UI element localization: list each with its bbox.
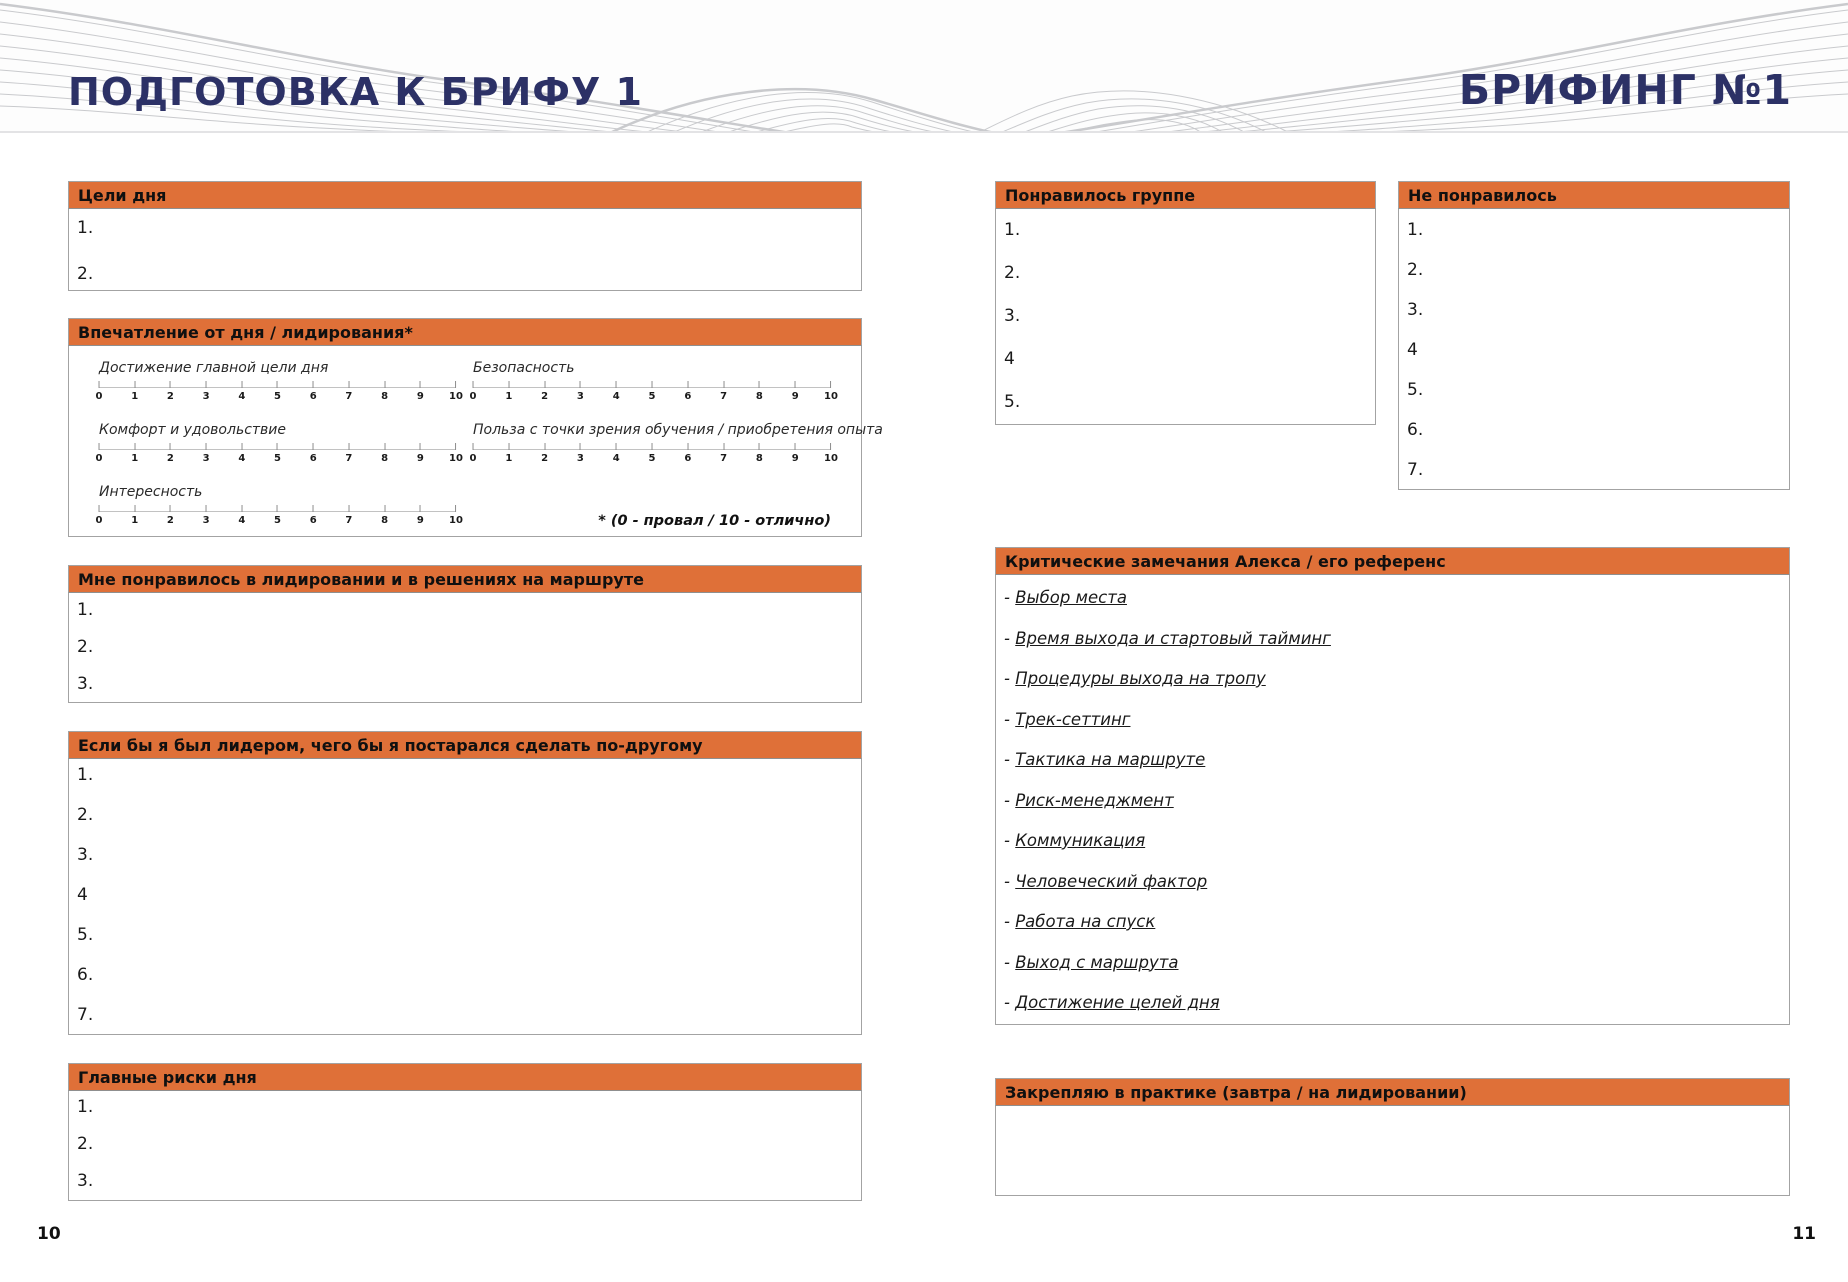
list-bullet: - bbox=[1004, 912, 1010, 931]
numbered-line: 3. bbox=[77, 674, 94, 694]
list-item-label: Выбор места bbox=[1015, 588, 1127, 607]
scale-tick: 7 bbox=[720, 381, 727, 402]
scale-tick: 7 bbox=[720, 443, 727, 464]
section-critical-remarks bbox=[995, 547, 1790, 1025]
scale-tick: 2 bbox=[167, 381, 174, 402]
section-body bbox=[995, 1106, 1790, 1196]
numbered-line: 2. bbox=[77, 264, 94, 284]
scale-tick: 1 bbox=[505, 381, 512, 402]
scale-tick: 9 bbox=[417, 443, 424, 464]
rating-scale-ruler bbox=[95, 443, 463, 467]
list-item bbox=[996, 670, 1789, 711]
list-item-label: Время выхода и стартовый тайминг bbox=[1015, 628, 1331, 648]
rating-scale-label: Интересность bbox=[99, 484, 203, 500]
section-header: Впечатление от дня / лидирования* bbox=[68, 318, 862, 346]
numbered-line: 3. bbox=[77, 845, 94, 865]
numbered-line: 1. bbox=[77, 600, 94, 620]
scale-tick: 1 bbox=[131, 505, 138, 526]
list-bullet: - bbox=[1004, 669, 1010, 688]
section-impression bbox=[68, 318, 883, 537]
numbered-line: 1. bbox=[1407, 220, 1424, 240]
section-body bbox=[68, 346, 883, 537]
scale-tick: 0 bbox=[96, 443, 103, 464]
list-bullet: - bbox=[1004, 831, 1010, 850]
numbered-line: 4 bbox=[77, 885, 88, 905]
list-item-label: Риск-менеджмент bbox=[1015, 790, 1174, 810]
list-bullet: - bbox=[1004, 952, 1010, 972]
scale-tick: 1 bbox=[131, 443, 138, 464]
list-item bbox=[996, 711, 1789, 752]
section-main-risks bbox=[68, 1063, 862, 1201]
scale-tick: 0 bbox=[470, 443, 477, 464]
scale-tick: 3 bbox=[577, 381, 584, 402]
scale-tick: 6 bbox=[310, 443, 317, 464]
list-bullet: - bbox=[1004, 588, 1010, 607]
scale-tick: 1 bbox=[505, 443, 512, 464]
rating-scale-ruler bbox=[469, 381, 838, 405]
list-item-label: Коммуникация bbox=[1015, 831, 1146, 850]
numbered-line: 1. bbox=[1004, 220, 1021, 240]
scale-tick: 5 bbox=[649, 381, 656, 402]
scale-tick: 3 bbox=[577, 443, 584, 464]
rating-scale-label: Польза с точки зрения обучения / приобретения опыта bbox=[473, 422, 883, 438]
section-if-i-were-leader bbox=[68, 731, 862, 1035]
scale-tick: 6 bbox=[310, 505, 317, 526]
scale-tick: 8 bbox=[381, 505, 388, 526]
scale-tick: 10 bbox=[824, 443, 838, 464]
rating-scale bbox=[95, 484, 463, 529]
list-item bbox=[996, 792, 1789, 833]
numbered-line: 6. bbox=[77, 965, 94, 985]
section-header: Закрепляю в практике (завтра / на лидировании) bbox=[995, 1078, 1790, 1106]
scale-tick: 7 bbox=[345, 505, 352, 526]
section-body bbox=[68, 593, 862, 703]
scale-tick: 5 bbox=[649, 443, 656, 464]
section-body bbox=[68, 209, 862, 291]
page-title-right: БРИФИНГ №1 bbox=[1458, 66, 1792, 114]
rating-scale-ruler bbox=[469, 443, 838, 467]
section-header: Мне понравилось в лидировании и в решениях на маршруте bbox=[68, 565, 862, 593]
scale-tick: 9 bbox=[792, 443, 799, 464]
scale-tick: 2 bbox=[167, 505, 174, 526]
list-item bbox=[996, 751, 1789, 792]
numbered-line: 6. bbox=[1407, 420, 1424, 440]
scale-tick: 4 bbox=[238, 443, 245, 464]
scale-tick: 7 bbox=[345, 381, 352, 402]
rating-scale bbox=[469, 360, 838, 405]
numbered-line: 1. bbox=[77, 1097, 94, 1117]
scale-tick: 8 bbox=[381, 443, 388, 464]
scale-tick: 2 bbox=[541, 381, 548, 402]
rating-scale-ruler bbox=[95, 381, 463, 405]
scale-tick: 9 bbox=[417, 381, 424, 402]
rating-scale-label: Достижение главной цели дня bbox=[99, 360, 329, 376]
scale-tick: 2 bbox=[541, 443, 548, 464]
list-item bbox=[996, 873, 1789, 914]
list-item bbox=[996, 630, 1789, 671]
scale-tick: 8 bbox=[381, 381, 388, 402]
scale-tick: 6 bbox=[684, 381, 691, 402]
scale-tick: 10 bbox=[824, 381, 838, 402]
section-body bbox=[68, 1091, 862, 1201]
section-header: Цели дня bbox=[68, 181, 862, 209]
numbered-line: 3. bbox=[1407, 300, 1424, 320]
section-header: Критические замечания Алекса / его референс bbox=[995, 547, 1790, 575]
scale-tick: 3 bbox=[203, 381, 210, 402]
list-item-label: Выход с маршрута bbox=[1015, 952, 1179, 972]
list-item-label: Трек-сеттинг bbox=[1015, 709, 1131, 729]
numbered-line: 2. bbox=[77, 805, 94, 825]
scale-tick: 9 bbox=[417, 505, 424, 526]
list-bullet: - bbox=[1004, 709, 1010, 729]
list-bullet: - bbox=[1004, 871, 1010, 891]
scale-tick: 6 bbox=[310, 381, 317, 402]
list-item bbox=[996, 913, 1789, 954]
scale-tick: 5 bbox=[274, 381, 281, 402]
scale-tick: 3 bbox=[203, 443, 210, 464]
rating-scale-label: Комфорт и удовольствие bbox=[99, 422, 287, 438]
scale-tick: 1 bbox=[131, 381, 138, 402]
rating-scale-label: Безопасность bbox=[473, 360, 575, 376]
numbered-line: 3. bbox=[77, 1171, 94, 1191]
numbered-line: 4 bbox=[1407, 340, 1418, 360]
rating-scales bbox=[95, 360, 883, 529]
rating-scale bbox=[95, 360, 463, 405]
scale-tick: 8 bbox=[756, 381, 763, 402]
numbered-line: 5. bbox=[77, 925, 94, 945]
scale-tick: 0 bbox=[96, 381, 103, 402]
section-practice bbox=[995, 1078, 1790, 1196]
list-item bbox=[996, 954, 1789, 995]
list-item-label: Процедуры выхода на тропу bbox=[1015, 669, 1266, 688]
numbered-line: 5. bbox=[1004, 392, 1021, 412]
numbered-line: 2. bbox=[1407, 260, 1424, 280]
scale-tick: 4 bbox=[613, 443, 620, 464]
list-item-label: Человеческий фактор bbox=[1015, 871, 1208, 891]
scale-tick: 4 bbox=[238, 505, 245, 526]
numbered-line: 7. bbox=[77, 1005, 94, 1025]
rating-scale bbox=[469, 422, 883, 467]
list-item bbox=[996, 832, 1789, 873]
scale-tick: 10 bbox=[449, 505, 463, 526]
rating-scale bbox=[95, 422, 463, 467]
scale-tick: 0 bbox=[470, 381, 477, 402]
numbered-line: 3. bbox=[1004, 306, 1021, 326]
list-bullet: - bbox=[1004, 790, 1010, 810]
numbered-line: 4 bbox=[1004, 349, 1015, 369]
section-body bbox=[995, 209, 1376, 425]
numbered-line: 1. bbox=[77, 765, 94, 785]
scale-tick: 5 bbox=[274, 443, 281, 464]
scale-tick: 5 bbox=[274, 505, 281, 526]
section-header: Понравилось группе bbox=[995, 181, 1376, 209]
numbered-line: 7. bbox=[1407, 460, 1424, 480]
section-goals bbox=[68, 181, 862, 291]
section-body bbox=[68, 759, 862, 1035]
list-item-label: Работа на спуск bbox=[1015, 912, 1156, 931]
numbered-line: 1. bbox=[77, 218, 94, 238]
scale-tick: 4 bbox=[238, 381, 245, 402]
scale-tick: 7 bbox=[345, 443, 352, 464]
list-item-label: Достижение целей дня bbox=[1015, 993, 1220, 1012]
list-item-label: Тактика на маршруте bbox=[1015, 750, 1206, 769]
numbered-line: 2. bbox=[77, 1134, 94, 1154]
scale-tick: 2 bbox=[167, 443, 174, 464]
numbered-line: 2. bbox=[1004, 263, 1021, 283]
scale-tick: 10 bbox=[449, 443, 463, 464]
section-group-liked bbox=[995, 181, 1376, 425]
section-header: Не понравилось bbox=[1398, 181, 1790, 209]
scale-tick: 3 bbox=[203, 505, 210, 526]
section-liked-in-leading bbox=[68, 565, 862, 703]
list-bullet: - bbox=[1004, 750, 1010, 769]
section-header: Главные риски дня bbox=[68, 1063, 862, 1091]
rating-scale-ruler bbox=[95, 505, 463, 529]
numbered-line: 5. bbox=[1407, 380, 1424, 400]
scale-tick: 10 bbox=[449, 381, 463, 402]
list-item bbox=[996, 589, 1789, 630]
scale-tick: 4 bbox=[613, 381, 620, 402]
page-title-left: ПОДГОТОВКА К БРИФУ 1 bbox=[68, 70, 643, 114]
scale-tick: 0 bbox=[96, 505, 103, 526]
page-number-right: 11 bbox=[1792, 1224, 1816, 1244]
section-body bbox=[1398, 209, 1790, 490]
page-number-left: 10 bbox=[37, 1224, 61, 1244]
list-item bbox=[996, 994, 1789, 1035]
section-body bbox=[995, 575, 1790, 1025]
list-bullet: - bbox=[1004, 993, 1010, 1012]
list-bullet: - bbox=[1004, 628, 1010, 648]
section-header: Если бы я был лидером, чего бы я постарался сделать по-другому bbox=[68, 731, 862, 759]
scale-tick: 6 bbox=[684, 443, 691, 464]
scale-footnote: * (0 - провал / 10 - отлично) bbox=[598, 513, 831, 529]
section-not-liked bbox=[1398, 181, 1790, 490]
numbered-line: 2. bbox=[77, 637, 94, 657]
scale-tick: 8 bbox=[756, 443, 763, 464]
scale-tick: 9 bbox=[792, 381, 799, 402]
